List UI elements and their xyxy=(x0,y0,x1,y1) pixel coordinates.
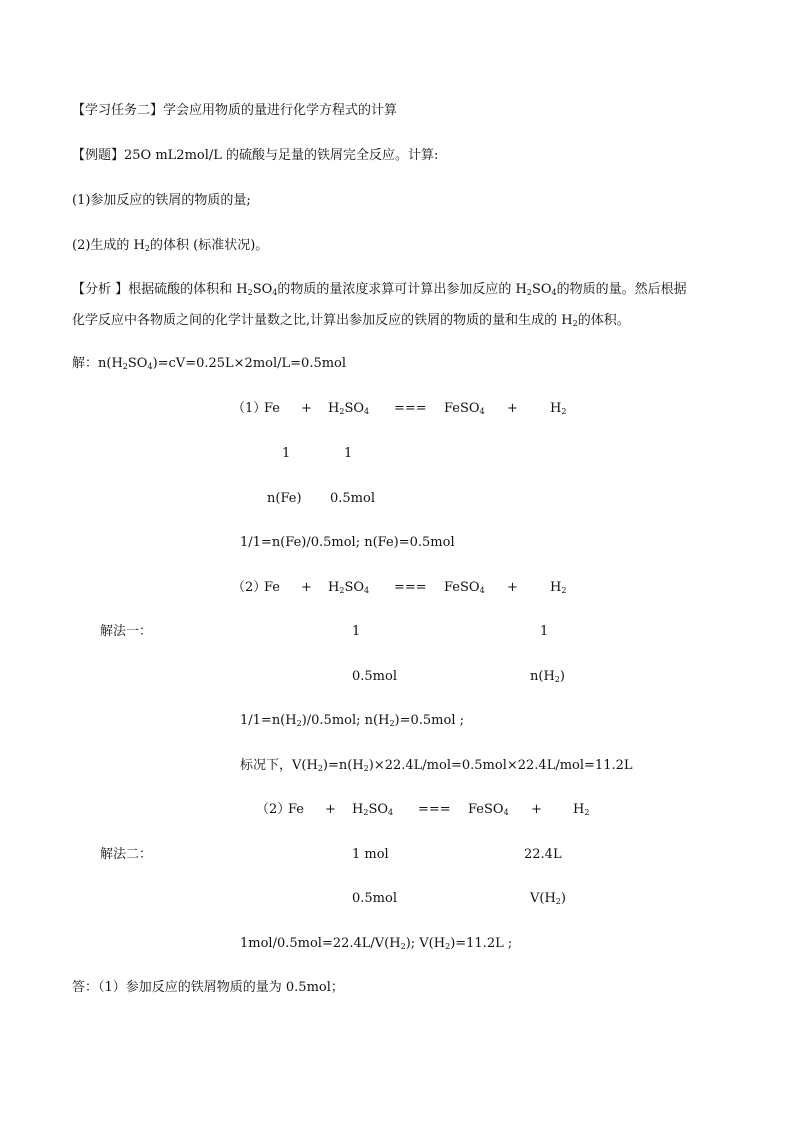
r2-coef-2: 1 xyxy=(540,624,549,639)
analysis-b2: 的体积。 xyxy=(577,313,630,328)
r1-h2so4: $H_2SO_4$ xyxy=(328,401,370,416)
solution-eq-post: )=cV=0.25L×2mol/L=0.5mol xyxy=(152,356,347,371)
analysis-line-2 xyxy=(72,311,630,331)
answer-line: 答：（1）参加反应的铁屑物质的量为 0.5mol； xyxy=(72,980,344,995)
r3-plus-2: + xyxy=(531,802,542,817)
r1-feso4: FeSO$_4$ xyxy=(444,401,485,416)
r1-arrow: === xyxy=(394,401,427,416)
analysis-a2: 的物质的量浓度求算可计算出参加反应的 H xyxy=(277,282,527,297)
r1-tag: （1） xyxy=(232,401,267,416)
r2-fe: Fe xyxy=(264,580,281,595)
analysis-a2-sub: 2 xyxy=(526,288,532,297)
r1-n-h2so4: 0.5mol xyxy=(330,491,375,506)
r2-ratio: $1/1=n(H_2)/0.5mol$; $n(H_2)=0.5mol$ ; xyxy=(240,713,464,728)
example-text: 25O mL2mol/L 的硫酸与足量的铁屑完全反应。计算: xyxy=(124,148,439,163)
r3-tag: （2） xyxy=(256,802,291,817)
analysis-a3: 的物质的量。然后根据 xyxy=(556,282,687,297)
analysis-a2-sub2: 4 xyxy=(551,288,557,297)
analysis-line-1 xyxy=(72,280,687,300)
example-line xyxy=(72,146,438,166)
task-title: 【学习任务二】学会应用物质的量进行化学方程式的计算 xyxy=(72,103,398,118)
r2-arrow: === xyxy=(394,580,427,595)
r2-h2so4: $H_2SO_4$ xyxy=(328,580,370,595)
example-label: 【例题】 xyxy=(72,148,125,163)
r1-fe: Fe xyxy=(264,401,281,416)
r3-d1: 0.5mol xyxy=(352,891,397,906)
r3-c1: 1 mol xyxy=(352,847,389,862)
q2-sub: 2 xyxy=(144,244,150,253)
r1-plus-1: + xyxy=(301,401,312,416)
r3-h2so4: $H_2SO_4$ xyxy=(352,802,394,817)
r2-h2: $H_2$ xyxy=(550,580,567,595)
r1-coef-h2so4: 1 xyxy=(344,446,353,461)
r3-fe: Fe xyxy=(288,802,305,817)
r3-feso4: FeSO$_4$ xyxy=(468,802,509,817)
analysis-a1-sub: 2 xyxy=(247,288,253,297)
analysis-b1-sub: 2 xyxy=(572,319,578,328)
question-2 xyxy=(72,236,268,256)
r2-v2: $n(H_2)$ xyxy=(530,669,565,684)
r2-feso4: FeSO$_4$ xyxy=(444,580,485,595)
q2-pre: (2)生成的 H xyxy=(72,238,145,253)
analysis-a1b: SO xyxy=(252,282,273,297)
r1-plus-2: + xyxy=(507,401,518,416)
method-2-label: 解法二： xyxy=(100,847,153,862)
solution-line xyxy=(72,354,346,374)
analysis-a1: 根据硫酸的体积和 H xyxy=(128,282,248,297)
analysis-b1: 化学反应中各物质之间的化学计量数之比,计算出参加反应的铁屑的物质的量和生成的 H xyxy=(72,313,573,328)
r1-h2: $H_2$ xyxy=(550,401,567,416)
r3-plus-1: + xyxy=(325,802,336,817)
solution-eq-pre: n(H xyxy=(98,356,123,371)
solution-label: 解： xyxy=(72,356,99,371)
solution-eq-sub2: 4 xyxy=(147,362,153,371)
r3-h2: $H_2$ xyxy=(573,802,590,817)
solution-eq-sub: 2 xyxy=(122,362,128,371)
r2-tag: （2） xyxy=(232,580,267,595)
r3-arrow: === xyxy=(418,802,451,817)
r2-plus-2: + xyxy=(507,580,518,595)
r1-n-fe: n(Fe) xyxy=(267,491,302,506)
r3-d2: $V(H_2)$ xyxy=(530,891,566,906)
r1-result: 1/1=n(Fe)/0.5mol; n(Fe)=0.5mol xyxy=(240,535,455,550)
question-1: (1)参加反应的铁屑的物质的量; xyxy=(72,193,251,208)
r2-plus-1: + xyxy=(301,580,312,595)
method-1-label: 解法一： xyxy=(100,624,153,639)
analysis-a1-sub2: 4 xyxy=(272,288,278,297)
analysis-label: 【分析 】 xyxy=(72,282,129,297)
r1-coef-fe: 1 xyxy=(282,446,291,461)
r2-coef-1: 1 xyxy=(352,624,361,639)
r2-v1: 0.5mol xyxy=(352,669,397,684)
r3-ratio: $1mol/0.5mol=22.4L/V(H_2)$; $V(H_2)=11.2L$ ; xyxy=(240,936,513,951)
r3-c2: 22.4L xyxy=(524,847,562,862)
analysis-a2b: SO xyxy=(531,282,552,297)
q2-post: 的体积 (标准状况)。 xyxy=(149,238,269,253)
r2-standard: 标况下，$V(H_2)=n(H_2)\times 22.4L/mol=0.5mol\times 22.4L/mol=11.2L$ xyxy=(240,758,633,773)
solution-eq-mid: SO xyxy=(127,356,148,371)
